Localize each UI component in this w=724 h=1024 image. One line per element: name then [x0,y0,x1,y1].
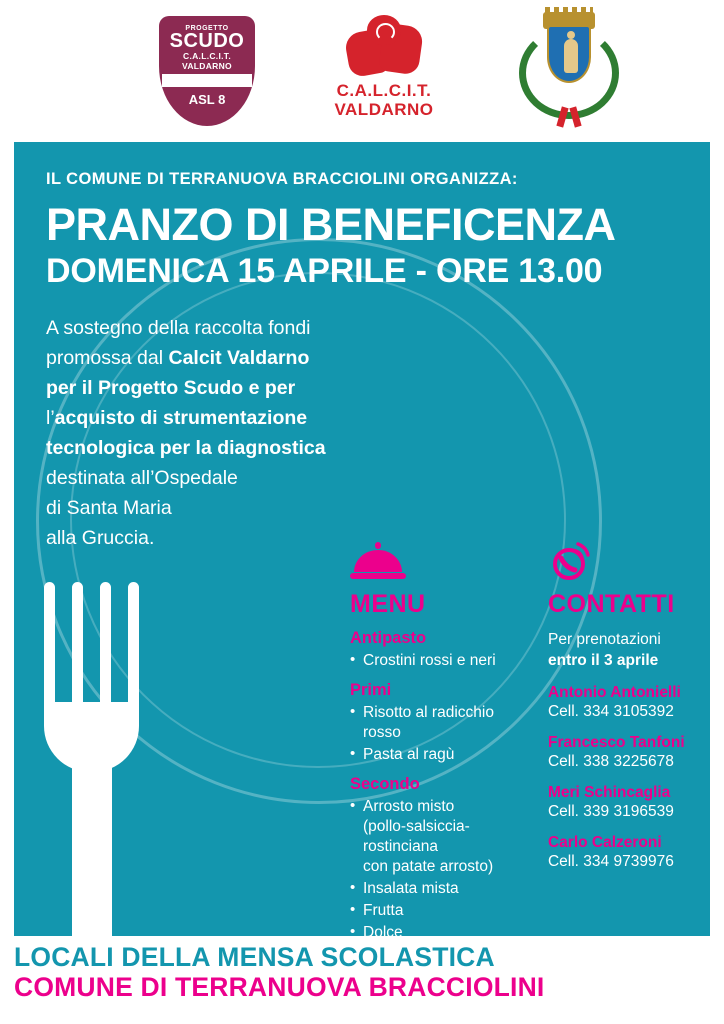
description-line-7: di Santa Maria [46,497,172,519]
description-line-6: destinata all’Ospedale [46,467,238,489]
poster-kicker: IL COMUNE DI TERRANUOVA BRACCIOLINI ORGANIZZA: [46,170,518,188]
crest-figure-shape [564,39,578,73]
dish-item [350,703,524,743]
poster-body [14,142,710,936]
header-logos [0,0,724,142]
dish-item [350,923,524,936]
contact-name: Antonio Antonielli [547,684,681,701]
contact-entry [548,783,700,821]
calcit-wordmark [334,81,433,119]
dish-label-cont: (pollo-salsiccia-rostinciana [363,818,470,855]
dish-label-cont: con patate arrosto) [363,858,494,875]
hands-rose-icon [345,15,423,77]
footer-venue: LOCALI DELLA MENSA SCOLASTICA [14,942,495,972]
scudo-asl-label: ASL 8 [188,92,226,107]
dish-item [350,651,524,671]
contact-name: Francesco Tanfoni [547,734,685,751]
contact-name: Carlo Calzeroni [547,834,662,851]
dish-item [350,901,524,921]
contact-entry [548,733,700,771]
description-line-4 [46,403,376,433]
poster-footer [14,942,710,1002]
booking-note-line2: entro il 3 aprile [547,652,659,669]
description-line-4-plain: l’ [46,407,55,429]
dish-item [350,745,524,765]
fork-tine [128,582,139,714]
contact-entry [548,683,700,721]
dish-label: Insalata mista [363,880,459,897]
dish-item [350,797,524,877]
menu-column [350,542,524,936]
progetto-scudo-logo [159,16,255,126]
fork-tine [72,582,83,714]
dish-list-primi [350,703,524,765]
calcit-line1: C.A.L.C.I.T. [336,81,432,100]
poster-columns [350,542,700,936]
crest-shield-icon [547,25,591,83]
poster-title: PRANZO DI BENEFICENZA [46,199,616,250]
description-line-3-bold: per il Progetto Scudo e per [46,377,296,399]
scudo-title: SCUDO [169,30,245,52]
rose-shape [367,15,401,45]
contact-phone[interactable]: Cell. 338 3225678 [547,753,674,770]
scudo-progetto-label: PROGETTO [185,25,229,32]
dish-label: Arrosto misto [363,798,455,815]
contacts-heading: CONTATTI [547,590,675,618]
scudo-valdarno-label: VALDARNO [182,61,232,71]
booking-note-line1: Per prenotazioni [547,631,661,648]
poster-subtitle: DOMENICA 15 APRILE - ORE 13.00 [46,252,603,290]
dish-label: Pasta al ragù [363,746,455,763]
description-line-8: alla Gruccia. [46,527,155,549]
description-line-2-plain: promossa dal [46,347,169,369]
description-line-2-bold: Calcit Valdarno [168,347,310,369]
dish-item [350,879,524,899]
contact-entry [548,833,700,871]
calcit-valdarno-logo [309,15,459,127]
contact-phone[interactable]: Cell. 339 3196539 [547,803,674,820]
dish-label: Dolce [363,924,403,936]
description-line-5-bold: tecnologica per la diagnostica [46,437,326,459]
shield-icon [159,16,255,126]
contact-phone[interactable]: Cell. 334 3105392 [547,703,674,720]
course-title-secondo: Secondo [350,775,420,793]
course-title-primi: Primi [350,681,392,699]
calcit-line2: VALDARNO [334,100,434,119]
course-title-antipasto: Antipasto [350,629,427,647]
footer-organizer: COMUNE DI TERRANUOVA BRACCIOLINI [14,972,545,1002]
dish-label: Frutta [363,902,404,919]
fork-tine [100,582,111,714]
description-line-5 [46,433,376,463]
fork-icon [42,582,154,936]
scudo-band [162,74,252,87]
fork-tine [44,582,55,714]
fork-handle [72,762,112,936]
scudo-calcit-label: C.A.L.C.I.T. [183,51,231,61]
description-line-1: A sostegno della raccolta fondi [46,317,311,339]
contacts-column [548,542,700,936]
dish-list-secondo [350,797,524,936]
comune-crest-logo [513,13,625,129]
cloche-bell-icon [350,542,524,587]
dish-label: Crostini rossi e neri [363,652,496,669]
ribbon-icon [559,107,579,129]
booking-note [548,629,700,671]
dish-label: Risotto al radicchio rosso [363,704,494,741]
dish-list-antipasto [350,651,524,671]
poster-description [46,313,376,553]
phone-icon [548,542,700,587]
menu-heading: MENU [350,590,426,618]
description-line-2 [46,343,376,373]
contact-name: Meri Schincaglia [547,784,671,801]
description-line-4-bold: acquisto di strumentazione [54,407,308,429]
description-line-3 [46,373,376,403]
contact-phone[interactable]: Cell. 334 9739976 [547,853,674,870]
